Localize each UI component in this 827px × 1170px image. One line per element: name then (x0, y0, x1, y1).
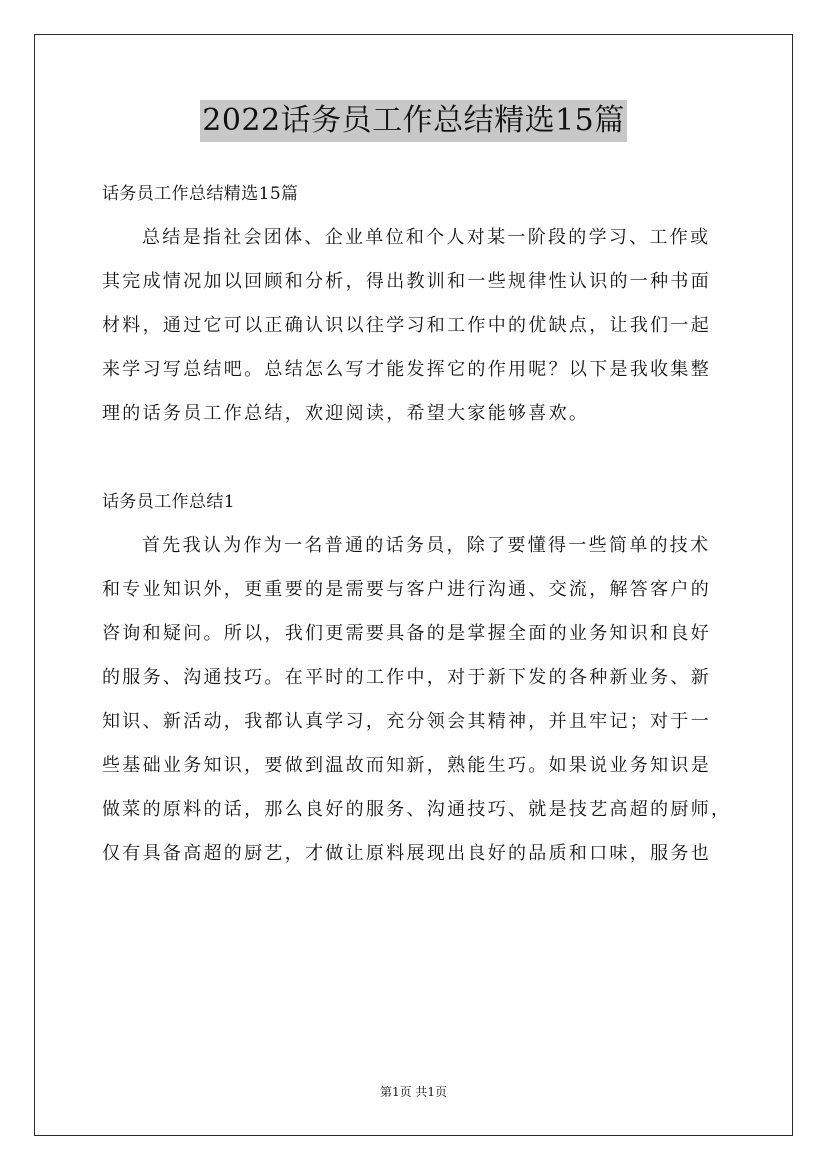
page-footer: 第1页 共1页 (379, 1085, 448, 1099)
intro-line: 材料，通过它可以正确认识以往学习和工作中的优缺点，让我们一起 (102, 315, 711, 336)
body-line: 些基础业务知识，要做到温故而知新，熟能生巧。如果说业务知识是 (102, 755, 711, 776)
body-line: 咨询和疑问。所以，我们更需要具备的是掌握全面的业务知识和良好 (102, 623, 711, 644)
intro-line: 来学习写总结吧。总结怎么写才能发挥它的作用呢？以下是我收集整 (102, 359, 711, 380)
section-heading-1: 话务员工作总结1 (102, 492, 236, 512)
intro-line: 其完成情况加以回顾和分析，得出教训和一些规律性认识的一种书面 (102, 271, 711, 292)
intro-line: 总结是指社会团体、企业单位和个人对某一阶段的学习、工作或 (142, 227, 711, 248)
body-line: 仅有具备高超的厨艺，才做让原料展现出良好的品质和口味，服务也 (102, 843, 711, 864)
title-container (0, 100, 827, 142)
section-heading-main: 话务员工作总结精选15篇 (102, 184, 299, 204)
intro-paragraph (102, 216, 728, 436)
document-body (102, 172, 732, 876)
section-1-paragraph (102, 524, 732, 876)
body-line: 做菜的原料的话，那么良好的服务、沟通技巧、就是技艺高超的厨师， (102, 799, 732, 820)
document-title: 2022话务员工作总结精选15篇 (200, 100, 627, 142)
body-line: 的服务、沟通技巧。在平时的工作中，对于新下发的各种新业务、新 (102, 667, 711, 688)
body-line: 首先我认为作为一名普通的话务员，除了要懂得一些简单的技术 (142, 535, 711, 556)
body-line: 和专业知识外，更重要的是需要与客户进行沟通、交流，解答客户的 (102, 579, 711, 600)
intro-line: 理的话务员工作总结，欢迎阅读，希望大家能够喜欢。 (102, 403, 590, 424)
paragraph-spacer (102, 436, 728, 480)
body-line: 知识、新活动，我都认真学习，充分领会其精神，并且牢记；对于一 (102, 711, 711, 732)
